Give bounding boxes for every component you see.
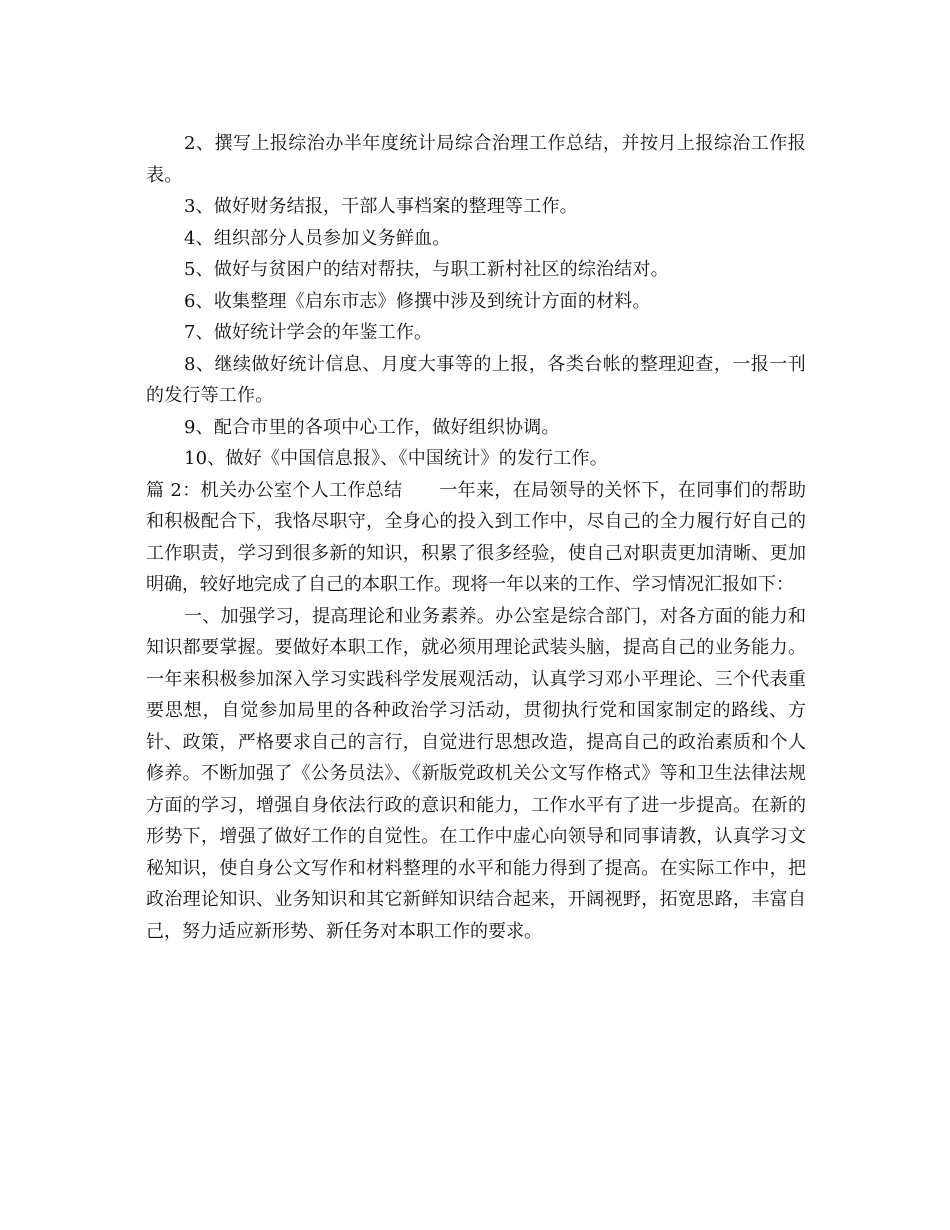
paragraph-item-2: 2、撰写上报综治办半年度统计局综合治理工作总结，并按月上报综治工作报表。: [146, 133, 806, 186]
document-body: [146, 128, 806, 947]
paragraph-item-9: 9、配合市里的各项中心工作，做好组织协调。: [184, 416, 560, 438]
paragraph-item-4: 4、组织部分人员参加义务鲜血。: [184, 227, 451, 249]
paragraph-item-7: 7、做好统计学会的年鉴工作。: [184, 322, 433, 343]
paragraph-section-2-intro: 篇 2：机关办公室个人工作总结 一年来，在局领导的关怀下，在同事们的帮助和积极配合下，我恪尽职守，全身心的投入到工作中，尽自己的全力履行好自己的工作职责，学习到很多新的知识，积累了很多经验，使自己对职责更加清晰、更加明确，较好地完成了自己的本职工作。现将一年以来的工作、学习情况汇报如下：: [146, 479, 806, 595]
paragraph-item-5: 5、做好与贫困户的结对帮扶，与职工新村社区的综治结对。: [184, 259, 669, 280]
paragraph-item-10: 10、做好《中国信息报》、《中国统计》的发行工作。: [184, 448, 608, 469]
paragraph-item-3: 3、做好财务结报，干部人事档案的整理等工作。: [184, 196, 578, 217]
paragraph-item-6: 6、收集整理《启东市志》修撰中涉及到统计方面的材料。: [184, 290, 651, 312]
paragraph-study-section: 一、加强学习，提高理论和业务素养。办公室是综合部门，对各方面的能力和知识都要掌握。要做好本职工作，就必须用理论武装头脑，提高自己的业务能力。一年来积极参加深入学习实践科学发展观活动，认真学习邓小平理论、三个代表重要思想，自觉参加局里的各种政治学习活动，贯彻执行党和国家制定的路线、方针、政策，严格要求自己的言行，自觉进行思想改造，提高自己的政治素质和个人修养。不断加强了《公务员法》、《新版党政机关公文写作格式》等和卫生法律法规方面的学习，增强自身依法行政的意识和能力，工作水平有了进一步提高。在新的形势下，增强了做好工作的自觉性。在工作中虚心向领导和同事请教，认真学习文秘知识，使自身公文写作和材料整理的水平和能力得到了提高。在实际工作中，把政治理论知识、业务知识和其它新鲜知识结合起来，开阔视野，拓宽思路，丰富自己，努力适应新形势、新任务对本职工作的要求。: [146, 605, 806, 942]
paragraph-item-8: 8、继续做好统计信息、月度大事等的上报，各类台帐的整理迎查，一报一刊的发行等工作。: [146, 353, 806, 406]
